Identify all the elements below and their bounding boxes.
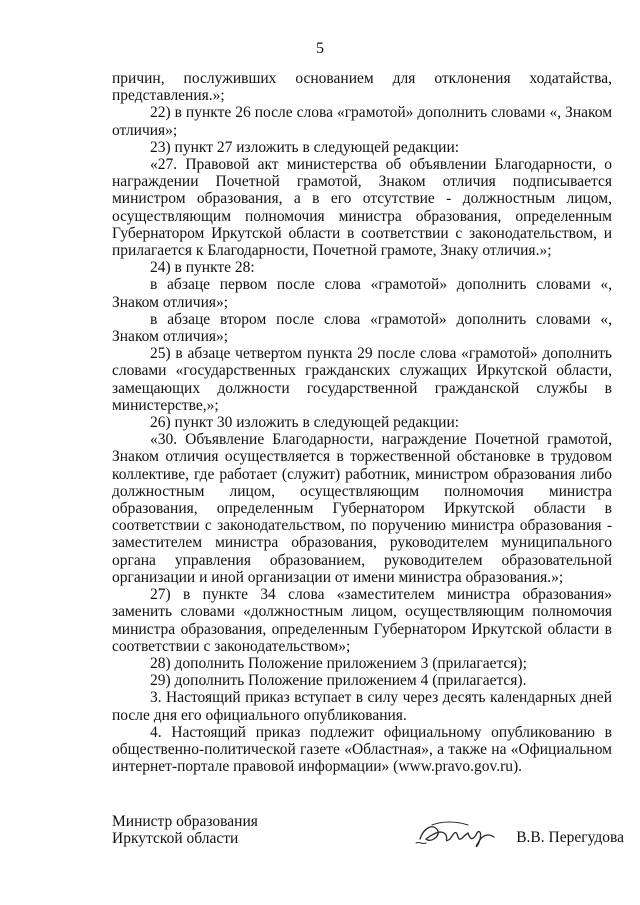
paragraph-item-28: 28) дополнить Положение приложением 3 (прилагается); [150,654,527,672]
handwritten-signature-icon [412,813,512,853]
page-number: 5 [316,40,324,57]
paragraph-continuation: причин, послуживших основанием для отклонения ходатайства, представления.»; [112,70,612,105]
document-body [112,70,612,775]
paragraph-item-25: 25) в абзаце четвертом пункта 29 после слова «грамотой» дополнить словами «государственных гражданских служащих Иркутской области, замещающих должности государственной гражданской службы в министерстве,»; [112,345,612,414]
paragraph-point-4: 4. Настоящий приказ подлежит официальному опубликованию в общественно-политической газете «Областная», а также на «Официальном интернет-портале правовой информации» (www.pravo.gov.ru). [112,723,612,776]
signatory-name: В.В. Перегудова [516,829,624,846]
signatory-position-line-1: Министр образования [112,813,258,830]
paragraph-item-24-abzac-2: в абзаце втором после слова «грамотой» дополнить словами «, Знаком отличия»; [112,310,612,346]
paragraph-quote-27: «27. Правовой акт министерства об объявлении Благодарности, о награждении Почетной грамотой, Знаком отличия подписывается министром образования, а в его отсутствие - должностным лицом, осуществляющим полномочия министра образования, определенным Губернатором Иркутской области в соответствии с законодательством, и прилагается к Благодарности, Почетной грамоте, Знаку отличия.»; [112,156,612,260]
signature-block [112,813,624,863]
paragraph-item-26: 26) пункт 30 изложить в следующей редакции: [150,414,460,432]
paragraph-quote-30: «30. Объявление Благодарности, награждение Почетной грамотой, Знаком отличия осуществляется в торжественной обстановке в трудовом коллективе, где работает (служит) работник, министром образования либо должностным лицом, осуществляющим полномочия министра образования, определенным Губернатором Иркутской области в соответствии с законодательством, по поручению министра образования - заместителем министра образования, руководителем муниципального органа управления образованием, руководителем образовательной организации и иной организации от имени министра образования.»; [112,431,612,586]
paragraph-item-29: 29) дополнить Положение приложением 4 (прилагается). [150,672,527,690]
paragraph-item-24: 24) в пункте 28: [150,259,255,277]
signatory-position-line-2: Иркутской области [112,830,239,847]
paragraph-point-3: 3. Настоящий приказ вступает в силу через десять календарных дней после дня его официального опубликования. [112,689,612,724]
paragraph-item-22: 22) в пункте 26 после слова «грамотой» дополнить словами «, Знаком отличия»; [112,104,612,139]
paragraph-item-27: 27) в пункте 34 слова «заместителем министра образования» заменить словами «должностным лицом, осуществляющим полномочия министра образования, определенным Губернатором Иркутской области в соответствии с законодательством»; [112,586,612,655]
paragraph-item-23: 23) пункт 27 изложить в следующей редакции: [150,138,460,156]
signatory-position [112,813,258,847]
paragraph-item-24-abzac-1: в абзаце первом после слова «грамотой» дополнить словами «, Знаком отличия»; [112,276,612,311]
